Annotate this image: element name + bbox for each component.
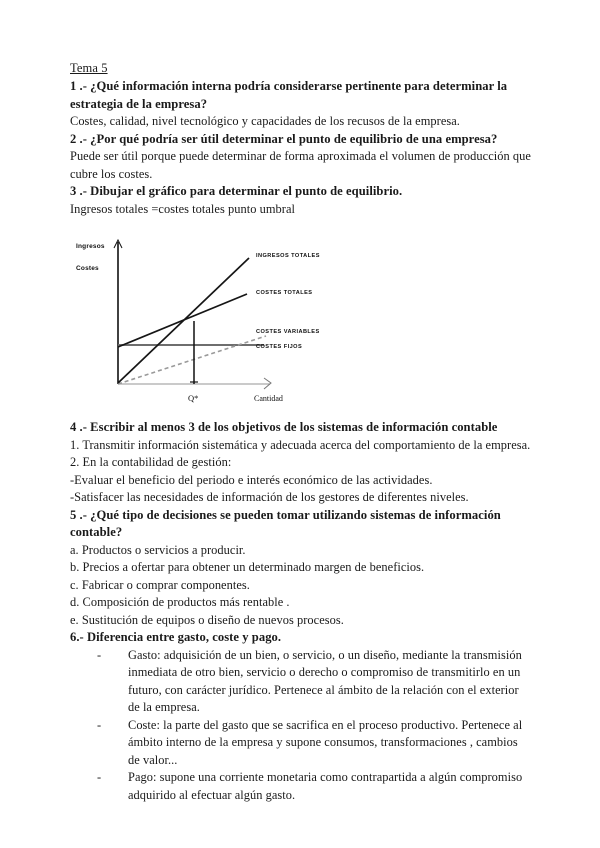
question-2-answer: Puede ser útil porque puede determinar de forma aproximada el volumen de producción que cubre los costes. <box>70 149 531 181</box>
list-item-text: Coste: la parte del gasto que se sacrifica en el proceso productivo. Pertenece al ámbito interno de la empresa y supone consumos, transformaciones , cambios de valor... <box>128 717 523 767</box>
question-1-heading: 1 .- ¿Qué información interna podría considerarse pertinente para determinar la estrategia de la empresa? <box>70 79 508 111</box>
list-item: e. Sustitución de equipos o diseño de nuevos procesos. <box>70 612 344 627</box>
y-axis-label-costes: Costes <box>76 265 99 272</box>
question-5-heading: 5 .- ¿Qué tipo de decisiones se pueden tomar utilizando sistemas de información contable? <box>70 507 501 539</box>
page-title: Tema 5 <box>70 61 108 75</box>
series-label-costes-totales: COSTES TOTALES <box>256 290 313 296</box>
document-content <box>70 60 532 804</box>
question-4-list <box>70 437 532 507</box>
y-axis-label-ingresos: Ingresos <box>76 243 105 250</box>
question-6-list <box>70 647 532 805</box>
series-label-costes-variables: COSTES VARIABLES <box>256 329 320 335</box>
question-5-list <box>70 542 532 630</box>
list-item: b. Precios a ofertar para obtener un determinado margen de beneficios. <box>70 560 425 574</box>
list-item: 2. En la contabilidad de gestión: <box>70 455 232 469</box>
list-item <box>70 769 532 804</box>
dash-bullet-marker: - <box>97 770 102 784</box>
question-3-heading: 3 .- Dibujar el gráfico para determinar el punto de equilibrio. <box>70 184 403 198</box>
list-item: d. Composición de productos más rentable . <box>70 595 290 609</box>
list-item: 1. Transmitir información sistemática y adecuada acerca del comportamiento de la empresa. <box>70 437 531 452</box>
equilibrium-drop-line <box>190 321 198 384</box>
x-tick-label-qstar: Q* <box>188 393 199 403</box>
list-item: c. Fabricar o comprar componentes. <box>70 577 250 592</box>
list-item: a. Productos o servicios a producir. <box>70 542 246 557</box>
x-axis-label: Cantidad <box>254 394 283 403</box>
question-1-answer: Costes, calidad, nivel tecnológico y capacidades de los recusos de la empresa. <box>70 114 460 128</box>
question-3-answer: Ingresos totales =costes totales punto umbral <box>70 201 295 216</box>
dash-bullet-marker: - <box>97 717 102 732</box>
series-costes-variables <box>118 336 266 384</box>
break-even-chart <box>70 230 532 405</box>
list-item-text: Gasto: adquisición de un bien, o servicio, o un diseño, mediante la transmisión inmediata de otro bien, servicio o derecho o compromiso de transmitirlo en un futuro, con carácter jurídico. Pertenece al ámbito de la relación con el exterior de la empresa. <box>128 647 522 714</box>
question-2-heading: 2 .- ¿Por qué podría ser útil determinar el punto de equilibrio de una empresa? <box>70 131 498 146</box>
list-item <box>70 717 532 770</box>
list-item <box>70 647 532 717</box>
series-label-ingresos-totales: INGRESOS TOTALES <box>256 253 320 259</box>
y-axis <box>114 240 122 384</box>
break-even-chart-svg <box>70 230 532 405</box>
list-item-text: Pago: supone una corriente monetaria como contrapartida a algún compromiso adquirido al efectuar algún gasto. <box>128 770 523 802</box>
list-item: -Satisfacer las necesidades de información de los gestores de diferentes niveles. <box>70 490 469 504</box>
series-label-costes-fijos: COSTES FIJOS <box>256 344 303 350</box>
list-item: -Evaluar el beneficio del periodo e interés económico de las actividades. <box>70 472 433 487</box>
series-ingresos-totales <box>118 258 249 383</box>
dash-bullet-marker: - <box>97 647 102 662</box>
question-6-heading: 6.- Diferencia entre gasto, coste y pago. <box>70 630 282 644</box>
question-4-heading: 4 .- Escribir al menos 3 de los objetivos de los sistemas de información contable <box>70 420 498 434</box>
